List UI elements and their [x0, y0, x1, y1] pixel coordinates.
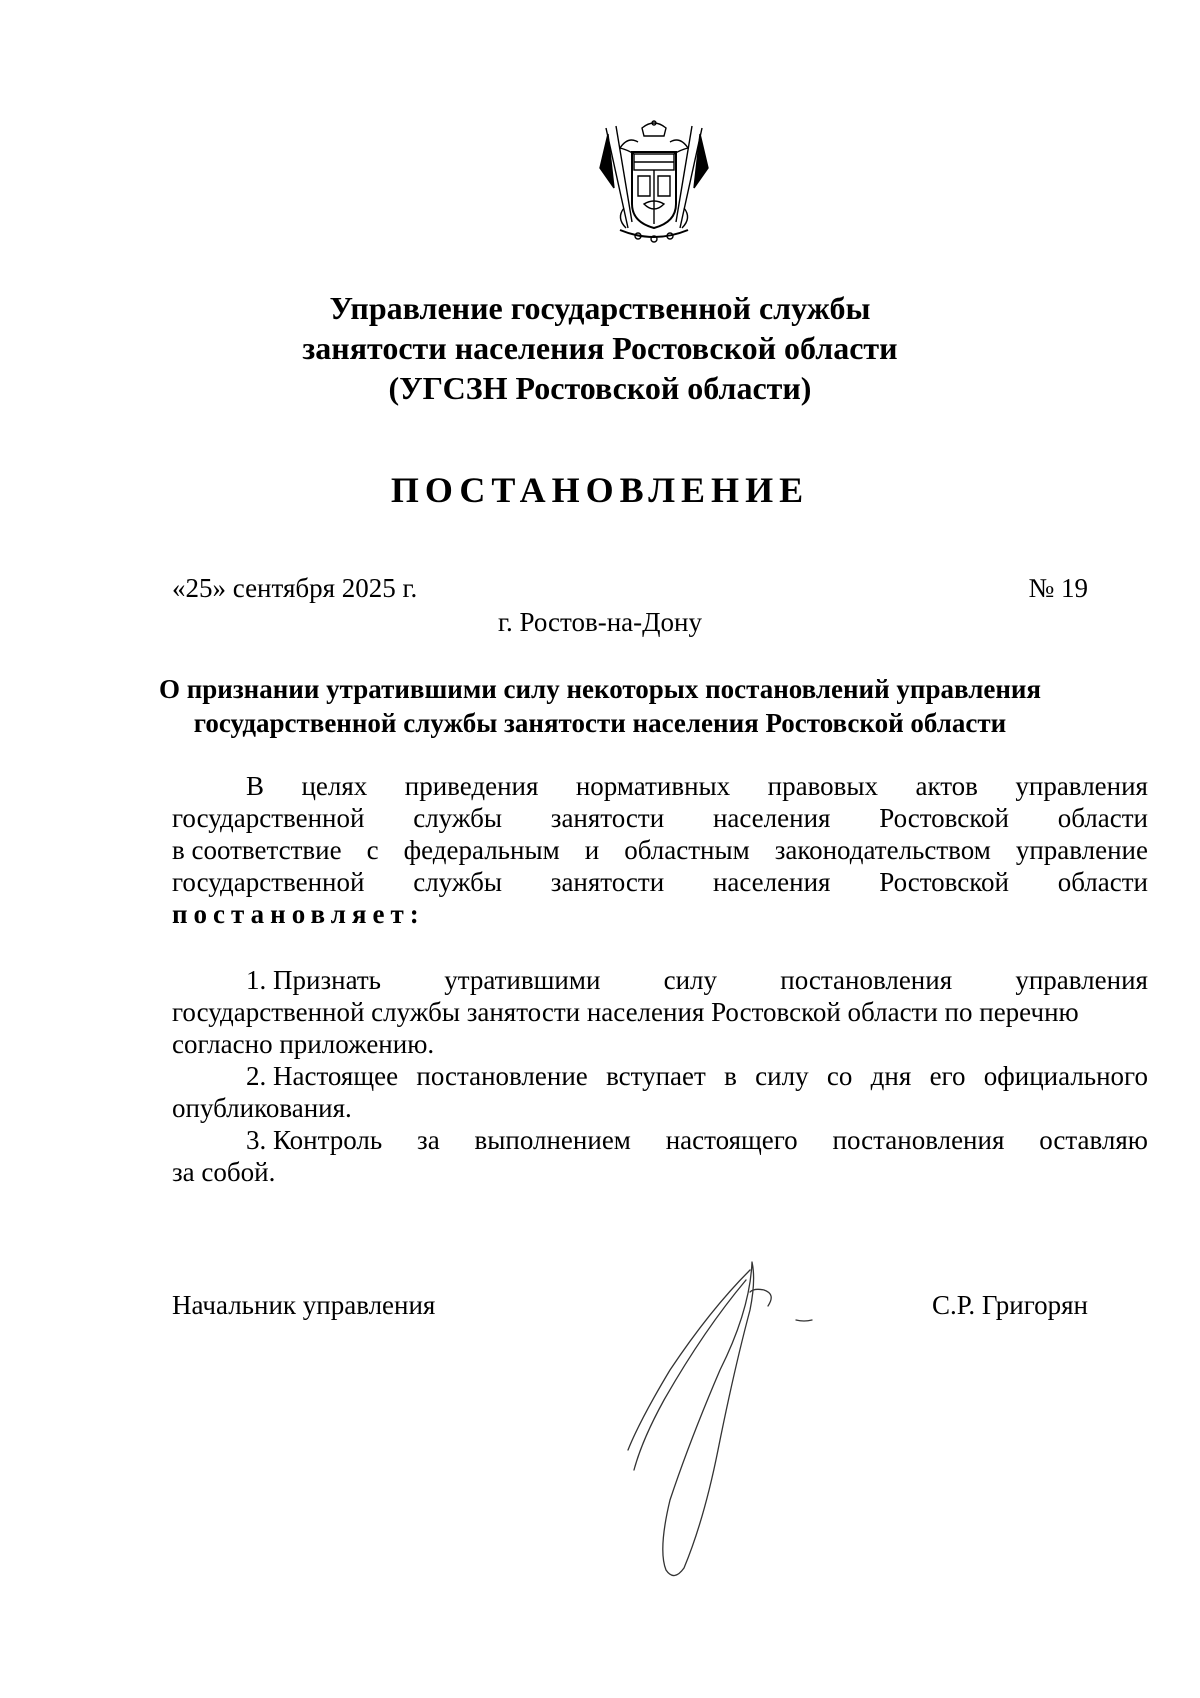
decision-word: постановляет:: [172, 899, 425, 929]
organization-name-line2: занятости населения Ростовской области: [302, 330, 898, 366]
item2-line2: опубликования.: [172, 1093, 352, 1123]
preamble-line1: В целях приведения нормативных правовых актов управления: [246, 771, 1148, 801]
item1-line2: государственной службы занятости населения Ростовской области по перечню: [172, 997, 1079, 1027]
item2-line1: 2. Настоящее постановление вступает в силу со дня его официального: [246, 1061, 1148, 1091]
preamble-line3: в соответствие с федеральным и областным законодательством управление: [172, 835, 1148, 865]
coat-of-arms-icon: [598, 118, 710, 248]
signatory-title: Начальник управления: [172, 1290, 436, 1320]
signatory-name: С.Р. Григорян: [931, 1290, 1088, 1320]
document-city: г. Ростов-на-Дону: [497, 607, 702, 637]
item3-line2: за собой.: [172, 1157, 276, 1187]
document-date: «25» сентября 2025 г.: [172, 573, 418, 603]
preamble-line4: государственной службы занятости населения Ростовской области: [172, 867, 1148, 897]
organization-abbreviation: (УГСЗН Ростовской области): [388, 370, 812, 406]
organization-name-line1: Управление государственной службы: [329, 290, 871, 326]
preamble-line2: государственной службы занятости населения Ростовской области: [172, 803, 1148, 833]
item1-line1: 1. Признать утратившими силу постановления управления: [246, 965, 1148, 995]
document-type-heading: ПОСТАНОВЛЕНИЕ: [390, 470, 810, 510]
item3-line1: 3. Контроль за выполнением настоящего постановления оставляю: [246, 1125, 1148, 1155]
item1-line3: согласно приложению.: [172, 1029, 435, 1059]
handwritten-signature: [600, 1250, 840, 1590]
document-number: № 19: [1028, 573, 1088, 603]
document-subject-line2: государственной службы занятости населения Ростовской области: [193, 708, 1007, 738]
document-subject-line1: О признании утратившими силу некоторых постановлений управления: [158, 674, 1042, 704]
